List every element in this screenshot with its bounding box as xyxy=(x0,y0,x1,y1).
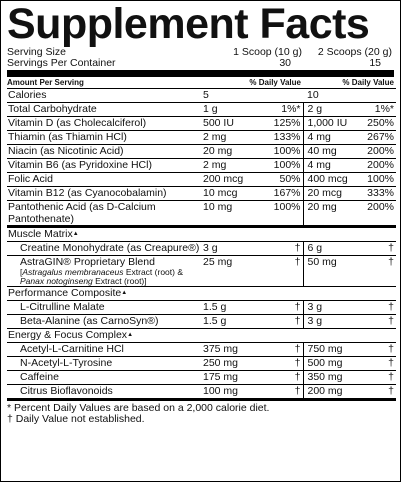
ingredient-name: Creatine Monohydrate (as Creapure®) xyxy=(7,242,200,256)
triangle-mark: ▲ xyxy=(127,332,134,338)
amount-1: 20 mg xyxy=(200,145,257,159)
dv-2: 250% xyxy=(356,117,396,131)
dv-2: † xyxy=(356,371,396,385)
amount-2: 4 mg xyxy=(303,131,356,145)
serving-size-col2: 2 Scoops (20 g) xyxy=(317,46,392,58)
dv-1: 1%* xyxy=(257,103,303,117)
dv-2: 200% xyxy=(356,201,396,227)
amount-1: 500 IU xyxy=(200,117,257,131)
panel-title: Supplement Facts xyxy=(7,0,370,48)
ingredient-name: Caffeine xyxy=(7,371,200,385)
amount-1: 1.5 g xyxy=(200,315,257,329)
ingredient-name: Beta-Alanine (as CarnoSyn®) xyxy=(7,315,200,329)
amount-1: 10 mcg xyxy=(200,187,257,201)
amount-2: 500 mg xyxy=(303,357,356,371)
triangle-mark: ▲ xyxy=(121,290,128,296)
header-dv2: % Daily Value xyxy=(303,77,396,89)
dv-1: † xyxy=(257,343,303,357)
amount-1: 375 mg xyxy=(200,343,257,357)
serving-size-label: Serving Size xyxy=(7,46,66,58)
table-row xyxy=(7,256,396,287)
dv-2: † xyxy=(356,315,396,329)
dv-2: 100% xyxy=(356,173,396,187)
footnotes xyxy=(7,403,394,425)
divider-thick xyxy=(7,70,394,77)
nutrient-name: Vitamin B6 (as Pyridoxine HCl) xyxy=(7,159,200,173)
dv-1: † xyxy=(257,315,303,329)
dv-2: † xyxy=(356,357,396,371)
dv-1: 125% xyxy=(257,117,303,131)
amount-2: 6 g xyxy=(303,242,356,256)
amount-1: 250 mg xyxy=(200,357,257,371)
dv-2: † xyxy=(356,385,396,400)
dv-1: 133% xyxy=(257,131,303,145)
dv-2: 200% xyxy=(356,159,396,173)
table-row xyxy=(7,173,396,187)
table-row xyxy=(7,301,396,315)
nutrient-name: Pantothenic Acid (as D-Calcium Pantothenate) xyxy=(7,201,200,227)
section-energy xyxy=(7,329,396,343)
amount-2: 750 mg xyxy=(303,343,356,357)
table-row xyxy=(7,117,396,131)
dv-1: 50% xyxy=(257,173,303,187)
header-amount: Amount Per Serving xyxy=(7,77,200,89)
dv-1: † xyxy=(257,385,303,400)
table-row xyxy=(7,201,396,227)
dv-1: † xyxy=(257,371,303,385)
amount-2: 4 mg xyxy=(303,159,356,173)
facts-table xyxy=(7,77,396,401)
ingredient-name-block xyxy=(7,256,200,287)
dv-1: † xyxy=(257,242,303,256)
amount-2: 3 g xyxy=(303,301,356,315)
section-title: Muscle Matrix xyxy=(8,228,73,240)
amount-1: 1.5 g xyxy=(200,301,257,315)
table-row xyxy=(7,357,396,371)
amount-2: 20 mcg xyxy=(303,187,356,201)
dv-2: † xyxy=(356,256,396,287)
amount-2: 40 mg xyxy=(303,145,356,159)
nutrient-name: Niacin (as Nicotinic Acid) xyxy=(7,145,200,159)
panel-inner xyxy=(7,1,394,481)
dv-2: 333% xyxy=(356,187,396,201)
footnote-dv: * Percent Daily Values are based on a 2,000 calorie diet. xyxy=(7,402,270,414)
nutrient-name: Thiamin (as Thiamin HCl) xyxy=(7,131,200,145)
ingredient-name: AstraGIN® Proprietary Blend xyxy=(20,256,155,268)
amount-1: 200 mcg xyxy=(200,173,257,187)
nutrients-body xyxy=(7,103,396,227)
servings-per-container-label: Servings Per Container xyxy=(7,57,116,69)
calories-label: Calories xyxy=(7,89,200,103)
header-dv1: % Daily Value xyxy=(200,77,303,89)
dv-2: 1%* xyxy=(356,103,396,117)
table-row xyxy=(7,385,396,400)
ingredient-name: L-Citrulline Malate xyxy=(7,301,200,315)
servings-per-container-col1: 30 xyxy=(279,57,291,69)
calories-row xyxy=(7,89,396,103)
table-row xyxy=(7,145,396,159)
table-row xyxy=(7,315,396,329)
footnote-dagger: † Daily Value not established. xyxy=(7,413,145,425)
section-muscle-matrix xyxy=(7,227,396,242)
ingredient-name: N-Acetyl-L-Tyrosine xyxy=(7,357,200,371)
nutrient-name: Vitamin D (as Cholecalciferol) xyxy=(7,117,200,131)
amount-1: 175 mg xyxy=(200,371,257,385)
table-row xyxy=(7,187,396,201)
section-performance xyxy=(7,287,396,301)
dv-1: 100% xyxy=(257,201,303,227)
dv-1: † xyxy=(257,301,303,315)
amount-1: 100 mg xyxy=(200,385,257,400)
table-row xyxy=(7,242,396,256)
dv-1: 100% xyxy=(257,159,303,173)
amount-1: 2 mg xyxy=(200,131,257,145)
amount-1: 3 g xyxy=(200,242,257,256)
ingredient-name: Citrus Bioflavonoids xyxy=(7,385,200,400)
amount-2: 3 g xyxy=(303,315,356,329)
dv-1: † xyxy=(257,256,303,287)
nutrient-name: Vitamin B12 (as Cyanocobalamin) xyxy=(7,187,200,201)
section-title: Energy & Focus Complex xyxy=(8,329,128,341)
table-row xyxy=(7,103,396,117)
calories-a2: 10 xyxy=(303,89,396,103)
amount-2: 50 mg xyxy=(303,256,356,287)
nutrient-name: Total Carbohydrate xyxy=(7,103,200,117)
table-header xyxy=(7,77,396,89)
dv-2: † xyxy=(356,343,396,357)
servings-per-container-line xyxy=(7,58,394,69)
blend-note: [Astragalus membranaceus Extract (root) & Panax notoginseng Extract (root)] xyxy=(20,267,183,286)
amount-2: 2 g xyxy=(303,103,356,117)
table-row xyxy=(7,159,396,173)
amount-2: 350 mg xyxy=(303,371,356,385)
calories-a1: 5 xyxy=(200,89,303,103)
servings-per-container-col2: 15 xyxy=(369,57,381,69)
amount-1: 25 mg xyxy=(200,256,257,287)
table-row xyxy=(7,343,396,357)
amount-2: 400 mcg xyxy=(303,173,356,187)
amount-1: 10 mg xyxy=(200,201,257,227)
section-title: Performance Composite xyxy=(8,287,122,299)
nutrient-name: Folic Acid xyxy=(7,173,200,187)
ingredient-name: Acetyl-L-Carnitine HCl xyxy=(7,343,200,357)
dv-2: † xyxy=(356,301,396,315)
table-row xyxy=(7,371,396,385)
table-row xyxy=(7,131,396,145)
dv-1: 100% xyxy=(257,145,303,159)
dv-2: † xyxy=(356,242,396,256)
dv-1: 167% xyxy=(257,187,303,201)
amount-1: 2 mg xyxy=(200,159,257,173)
triangle-mark: ▲ xyxy=(72,231,79,237)
dv-2: 267% xyxy=(356,131,396,145)
amount-2: 20 mg xyxy=(303,201,356,227)
amount-2: 1,000 IU xyxy=(303,117,356,131)
dv-1: † xyxy=(257,357,303,371)
serving-size-col1: 1 Scoop (10 g) xyxy=(233,46,302,58)
amount-2: 200 mg xyxy=(303,385,356,400)
amount-1: 1 g xyxy=(200,103,257,117)
dv-2: 200% xyxy=(356,145,396,159)
